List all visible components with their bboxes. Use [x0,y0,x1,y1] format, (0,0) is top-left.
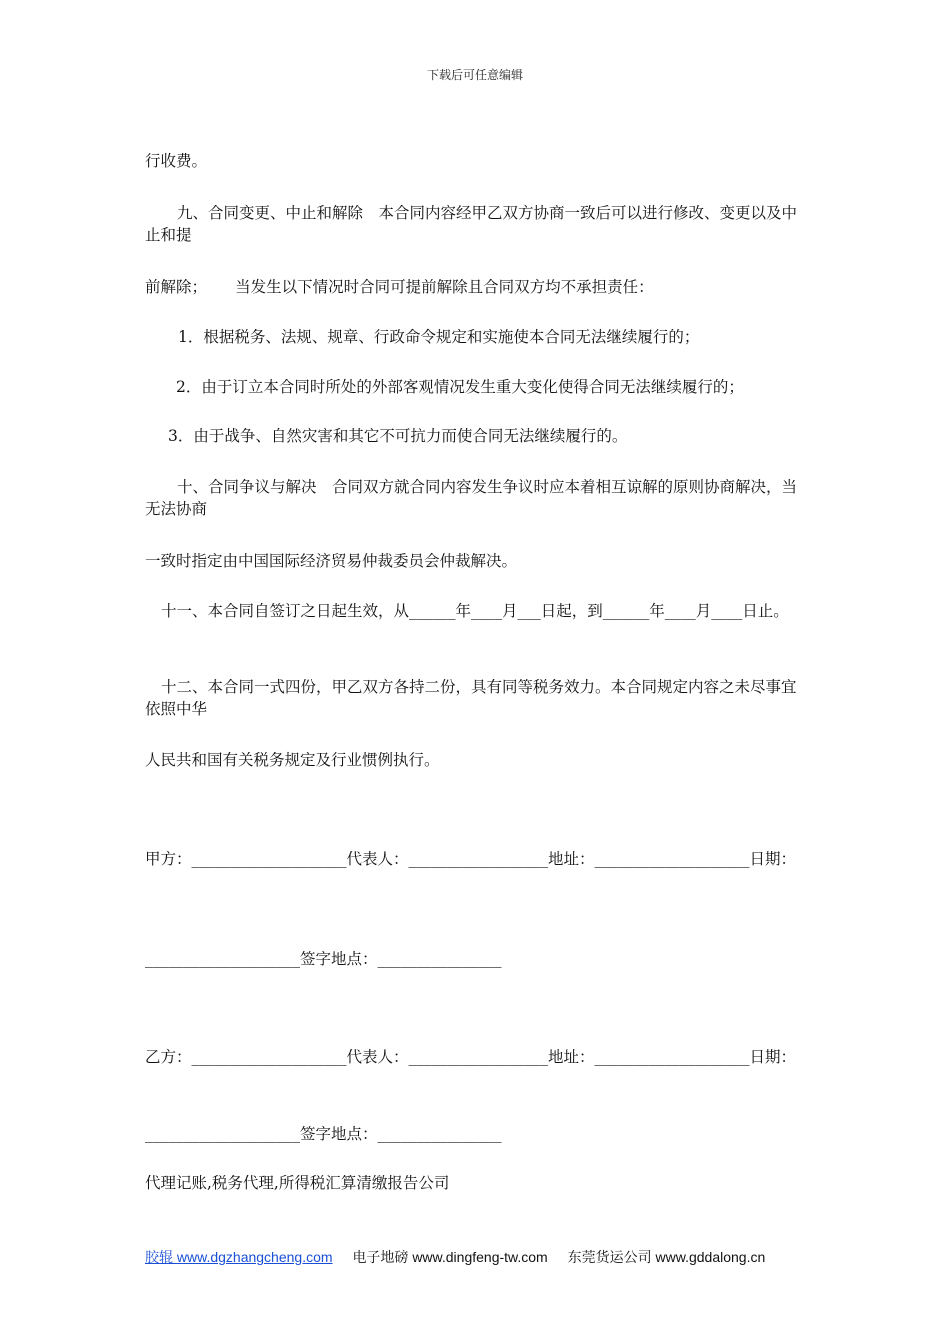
text-line: 行收费。 [145,152,208,170]
list-item: 3．由于战争、自然灾害和其它不可抗力而使合同无法继续履行的。 [168,427,628,445]
party-b-signature-line: 乙方：____________________代表人：__________________地址：____________________日期： [145,1048,797,1066]
clause-10: 十、合同争议与解决 合同双方就合同内容发生争议时应本着相互谅解的原则协商解决，当无法协商 [145,478,798,518]
party-b-sign-place: ____________________签字地点：________________ [145,1125,502,1143]
text-line: 一致时指定由中国国际经济贸易仲裁委员会仲裁解决。 [145,552,518,570]
list-item: 1．根据税务、法规、规章、行政命令规定和实施使本合同无法继续履行的； [178,328,700,346]
company-line: 代理记账,税务代理,所得税汇算清缴报告公司 [145,1174,450,1192]
list-item: 2．由于订立本合同时所处的外部客观情况发生重大变化使得合同无法继续履行的； [176,378,744,396]
clause-11: 十一、本合同自签订之日起生效，从______年____月___日起，到______年____月____日止。 [161,602,789,620]
footer-text-dingfeng: 电子地磅 www.dingfeng-tw.com [352,1249,548,1265]
page-footer [145,1247,765,1267]
party-a-signature-line: 甲方：____________________代表人：__________________地址：____________________日期： [145,850,797,868]
text-line: 前解除； 当发生以下情况时合同可提前解除且合同双方均不承担责任： [145,278,654,296]
footer-link-dgzhangcheng[interactable]: 胶辊 www.dgzhangcheng.com [145,1249,333,1265]
party-a-sign-place: ____________________签字地点：________________ [145,950,502,968]
footer-text-gddalong: 东莞货运公司 www.gddalong.cn [567,1249,766,1265]
clause-12: 十二、本合同一式四份，甲乙双方各持二份，具有同等税务效力。本合同规定内容之未尽事宜依照中华 [145,678,797,718]
page-header: 下载后可任意编辑 [426,68,523,82]
clause-9: 九、合同变更、中止和解除 本合同内容经甲乙双方协商一致后可以进行修改、变更以及中止和提 [145,204,798,244]
text-line: 人民共和国有关税务规定及行业惯例执行。 [145,751,440,769]
